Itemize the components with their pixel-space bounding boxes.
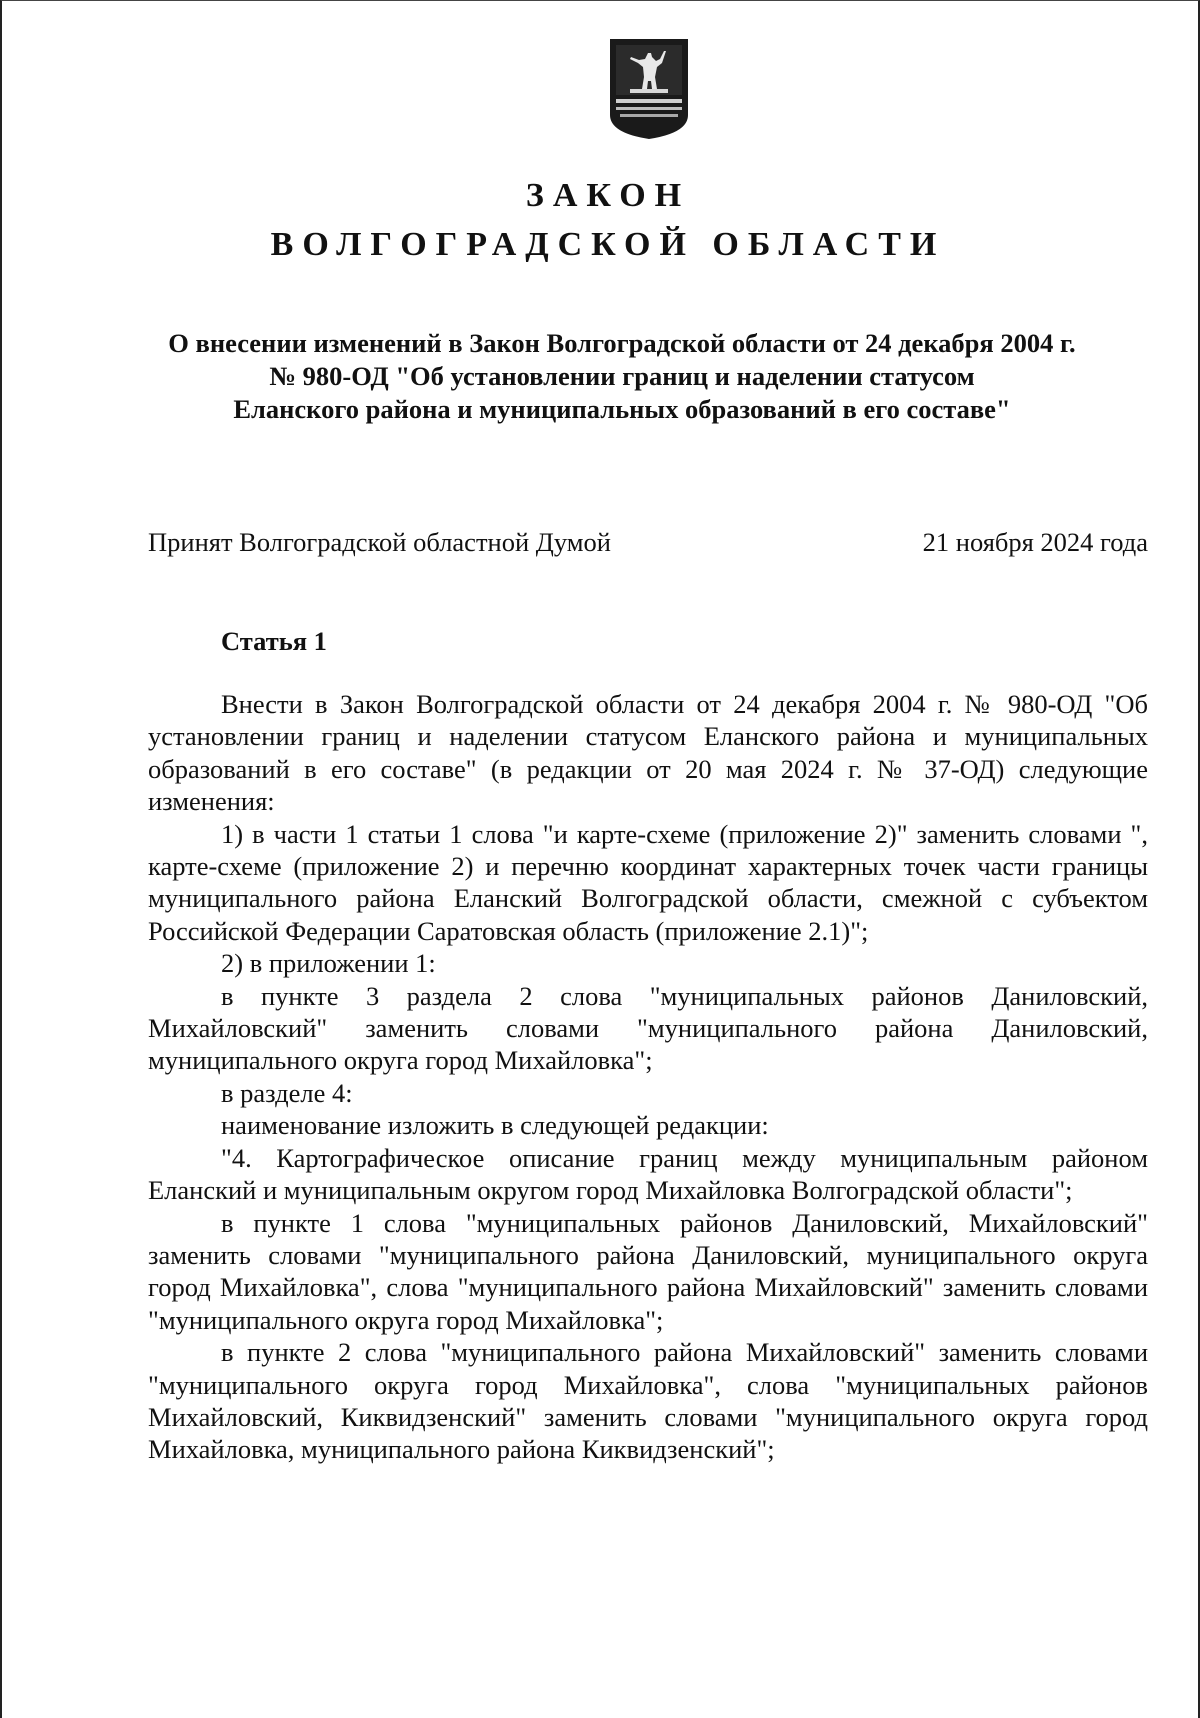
article-body — [148, 688, 1148, 1466]
paragraph: 2) в приложении 1: — [221, 948, 436, 979]
subtitle-line: О внесении изменений в Закон Волгоградской области от 24 декабря 2004 г. — [168, 328, 1076, 358]
subtitle-line: № 980-ОД "Об установлении границ и наделении статусом — [269, 361, 975, 391]
paragraph: наименование изложить в следующей редакции: — [221, 1110, 769, 1141]
paragraph: в пункте 3 раздела 2 слова "муниципальных районов Даниловский, Михайловский" заменить словами "муниципального района Даниловский, муниципального округа город Михайловка"; — [148, 980, 1148, 1076]
paragraph: в пункте 2 слова "муниципального района Михайловский" заменить словами "муниципального округа город Михайловка", слова "муниципальных районов Михайловский, Киквидзенский" заменить словами "муниципального округа город Михайловка, муниципального района Киквидзенский"; — [148, 1337, 1148, 1465]
adopted-by: Принят Волгоградской областной Думой — [148, 527, 611, 557]
paragraph: Внести в Закон Волгоградской области от 24 декабря 2004 г. № 980-ОД "Об установлении границ и наделении статусом Еланского района и муниципальных образований в его составе" (в редакции от 20 мая 2024 г. № 37-ОД) следующие изменения: — [148, 689, 1148, 817]
paragraph: в пункте 1 слова "муниципальных районов Даниловский, Михайловский" заменить словами "муниципального района Даниловский, муниципального округа город Михайловка", слова "муниципального района Михайловский" заменить словами "муниципального округа город Михайловка"; — [148, 1207, 1148, 1335]
subtitle-line: Еланского района и муниципальных образований в его составе" — [233, 394, 1011, 424]
document-region: ВОЛГОГРАДСКОЙ ОБЛАСТИ — [270, 226, 946, 263]
article-heading: Статья 1 — [221, 626, 327, 656]
law-subtitle — [122, 327, 1122, 426]
paragraph: в разделе 4: — [221, 1077, 353, 1108]
coat-of-arms-icon — [608, 37, 690, 141]
document-title: ЗАКОН — [525, 177, 691, 214]
paragraph: "4. Картографическое описание границ между муниципальным районом Еланский и муниципальным округом город Михайловка Волгоградской области"; — [148, 1142, 1148, 1206]
adoption-date: 21 ноября 2024 года — [922, 527, 1148, 557]
paragraph: 1) в части 1 статьи 1 слова "и карте-схеме (приложение 2)" заменить словами ", карте-схеме (приложение 2) и перечню координат характерных точек части границы муниципального района Еланский Волгоградской области, смежной с субъектом Российской Федерации Саратовская область (приложение 2.1)"; — [148, 818, 1148, 946]
